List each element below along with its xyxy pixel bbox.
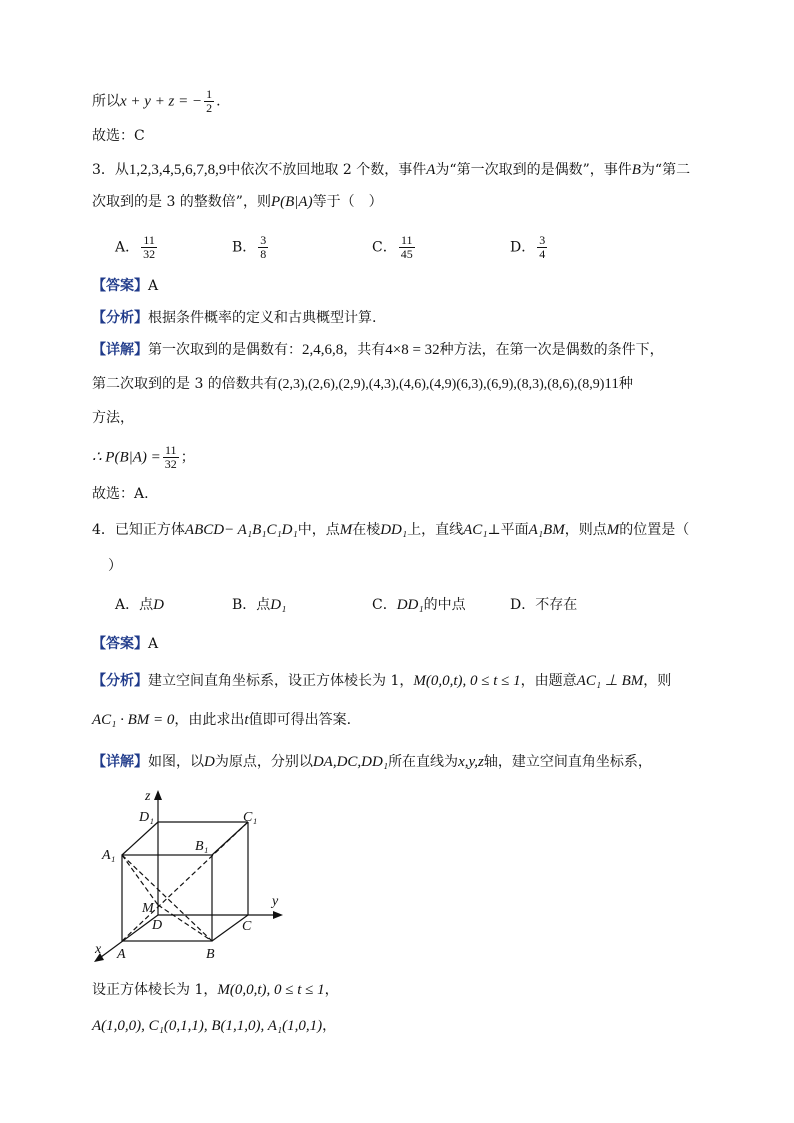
q3-detail-line2: 第二次取到的是 3 的倍数共有(2,3),(2,6),(2,9),(4,3),(4,6),(4,9)(6,3),(6,9),(8,3),(8,6),(8,9)11种 — [92, 376, 633, 392]
q4-detail-line1: 【详解】如图，以D为原点，分别以DA,DC,DD₁所在直线为x,y,z轴，建立空间直角坐标系， — [92, 754, 652, 770]
label-d1: D₁ — [139, 810, 154, 825]
q3-option-d: D． $\frac{3}{4}$ — [510, 233, 546, 261]
q3-option-a: A． $\frac{11}{32}$ — [115, 233, 156, 261]
label-z: z — [145, 789, 151, 804]
fraction: $\frac{1}{2}$ — [206, 87, 213, 115]
q3-choose: 故选：A. — [92, 486, 149, 502]
q4-coords-line: A(1,0,0), C₁(0,1,1), B(1,1,0), A₁(1,0,1)， — [92, 1018, 337, 1034]
q3-detail-line3: 方法， — [92, 410, 134, 426]
q3-result: ∴ P(B|A) = $\frac{11}{32}$ ； — [92, 443, 195, 471]
label-b1: B₁ — [195, 839, 209, 854]
q4-set-line: 设正方体棱长为 1，M(0,0,t), 0 ≤ t ≤ 1， — [92, 982, 339, 998]
previous-choice: 故选：C — [92, 128, 145, 144]
q4-answer: 【答案】A — [92, 636, 159, 652]
label-a: A — [117, 947, 126, 962]
q3-stem-line1: 3．从1,2,3,4,5,6,7,8,9中依次不放回地取 2 个数，事件A为“第一次取到的是偶数”，事件B为“第二 — [92, 162, 691, 178]
line-m-b — [158, 905, 212, 941]
label-b: B — [206, 947, 215, 962]
q4-option-d: D．不存在 — [510, 597, 578, 613]
z-arrow — [154, 790, 162, 800]
label-y: y — [272, 894, 279, 909]
q4-option-b: B．点D₁ — [232, 597, 287, 613]
q3-answer: 【答案】A — [92, 278, 159, 294]
previous-conclusion: 所以x + y + z = − $\frac{1}{2}$ . — [92, 87, 221, 115]
q4-analysis-line2: AC₁ · BM = 0，由此求出t值即可得出答案. — [92, 712, 352, 728]
label-c: C — [242, 919, 252, 934]
q3-option-c: C． $\frac{11}{45}$ — [372, 233, 413, 261]
q4-analysis-line1: 【分析】建立空间直角坐标系，设正方体棱长为 1，M(0,0,t), 0 ≤ t ≤ 1，由题意AC₁ ⊥ BM，则 — [92, 673, 672, 689]
line-a1-m — [122, 855, 158, 905]
y-arrow — [273, 911, 283, 919]
q3-option-b: B． $\frac{3}{8}$ — [232, 233, 267, 261]
x-axis — [97, 915, 158, 960]
q3-stem-line2: 次取到的是 3 的整数倍”，则P(B|A)等于（ ） — [92, 194, 383, 210]
label-c1: C₁ — [243, 810, 258, 825]
q4-stem-line1: 4．已知正方体ABCD− A₁B₁C₁D₁中，点M在棱DD₁上，直线AC₁⊥平面A₁BM，则点M的位置是（ — [92, 522, 690, 538]
q4-stem-close: ） — [108, 558, 122, 574]
label-m: M — [142, 901, 154, 916]
label-a1: A₁ — [102, 848, 116, 863]
q4-option-c: C．DD₁的中点 — [372, 597, 466, 613]
label-d: D — [152, 918, 163, 933]
q3-analysis: 【分析】根据条件概率的定义和古典概型计算. — [92, 310, 377, 326]
q3-detail-line1: 【详解】第一次取到的是偶数有：2,4,6,8，共有4×8 = 32种方法，在第一次是偶数的条件下， — [92, 342, 664, 358]
cube-figure — [92, 786, 292, 966]
label-x: x — [95, 942, 102, 957]
q4-option-a: A．点D — [115, 597, 164, 613]
